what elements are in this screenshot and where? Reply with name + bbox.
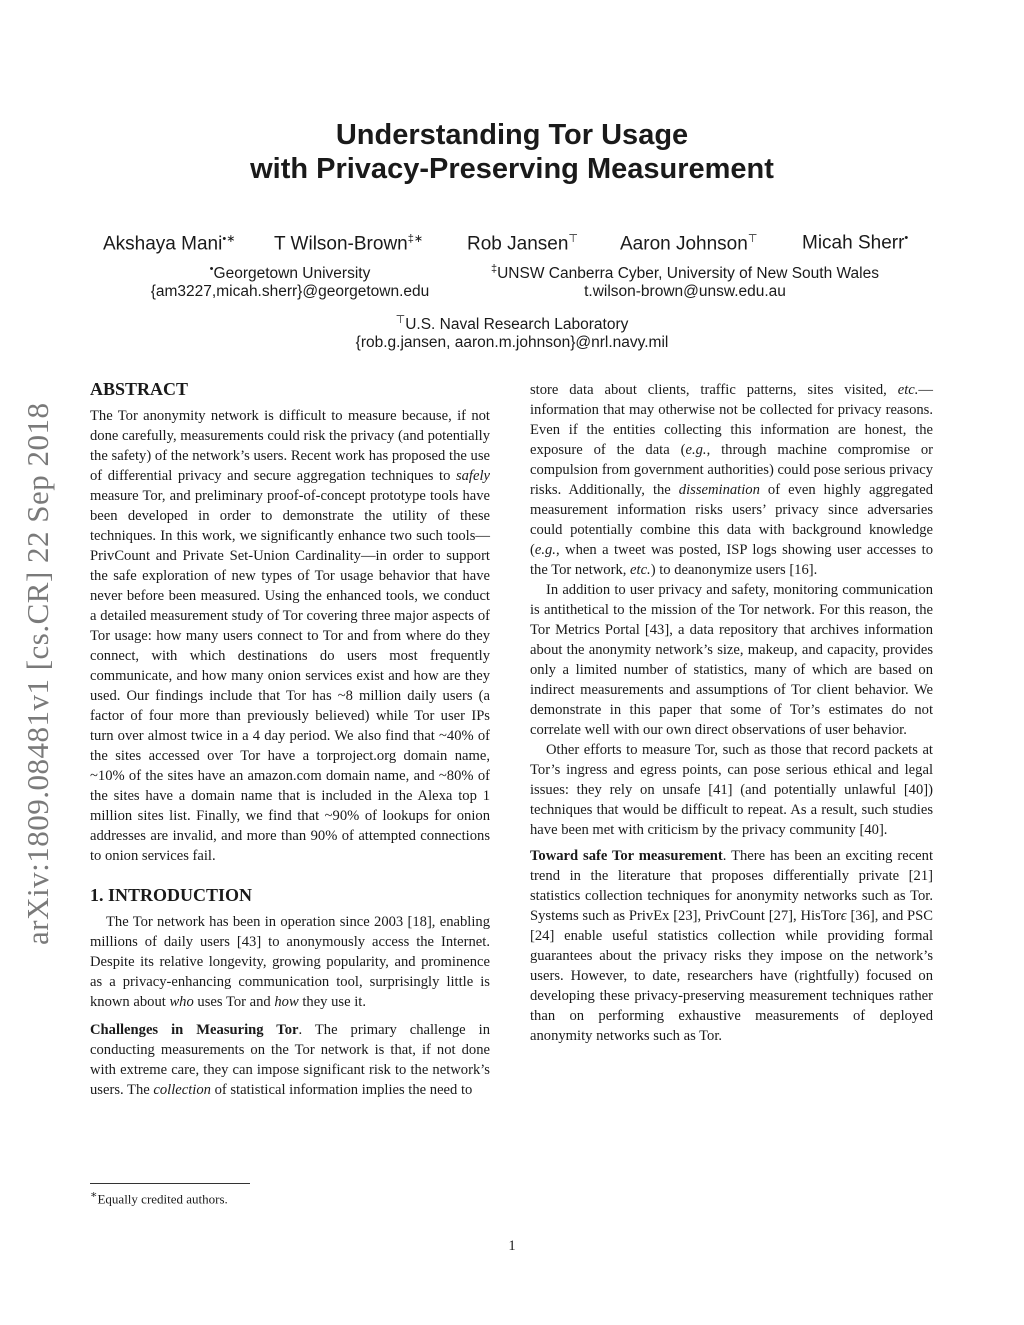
affiliation-georgetown: [110, 263, 470, 301]
right-paragraph-1: store data about clients, traffic patterns, sites visited, etc.—information that may otherwise not be collected for privacy reasons. Even if the entities collecting this information are honest, the exposure of the data (e.g., through machine compromise or compulsion from government authorities) could pose serious privacy risks. Additionally, the dissemination of even highly aggregated measurement information risks users’ privacy since adversaries could potentially combine this data with background knowledge (e.g., when a tweet was posted, ISP logs showing user accesses to the Tor network, etc.) to deanonymize users [16].: [530, 382, 933, 578]
author-marks: ‡∗: [407, 233, 424, 245]
intro-paragraph-2: Challenges in Measuring Tor. The primary challenge in conducting measurements on the Tor network is that, if not done with extreme care, they can impose significant risk to the network’s users. The collection of statistical information implies the need to: [90, 1022, 491, 1098]
footnote-rule: [90, 1183, 250, 1184]
author-name: T Wilson-Brown: [274, 233, 408, 255]
affiliation-name: UNSW Canberra Cyber, University of New South Wales: [497, 265, 879, 283]
author-name: Aaron Johnson: [620, 233, 748, 255]
affiliation-unsw: [460, 263, 910, 301]
affiliation-name: U.S. Naval Research Laboratory: [405, 316, 629, 334]
abstract-heading: ABSTRACT: [90, 379, 189, 399]
introduction-heading: 1. INTRODUCTION: [90, 885, 253, 905]
affiliation-email: {rob.g.jansen, aaron.m.johnson}@nrl.navy.mil: [355, 334, 669, 352]
paper-title: [0, 118, 1024, 186]
footnote-mark: ∗: [90, 1189, 98, 1201]
footnote: [90, 1188, 228, 1207]
affiliation-nrl: [312, 313, 712, 352]
author-name: Rob Jansen: [467, 233, 569, 255]
author-name: Micah Sherr: [802, 232, 905, 254]
abstract-text: The Tor anonymity network is difficult to measure because, if not done carefully, measurements could risk the privacy (and potentially the safety) of the network’s users. Recent work has proposed the use of differential privacy and secure aggregation techniques to safely measure Tor, and preliminary proof-of-concept prototype tools have been developed in order to demonstrate the utility of these techniques. In this work, we significantly enhance two such tools—PrivCount and Private Set-Union Cardinality—in order to support the safe exploration of new types of Tor usage behavior that have never before been measured. Using the enhanced tools, we conduct a detailed measurement study of Tor covering three major aspects of Tor usage: how many users connect to Tor and from where do they connect, with which destinations do users most frequently communicate, and how many onion services exist and how are they used. Our findings include that Tor has ~8 million daily users (a factor of four more than previously believed) while Tor user IPs turn over almost twice in a 4 day period. We also find that ~40% of the sites accessed over Tor have a torproject.org domain name, ~10% of the sites have an amazon.com domain name, and ~80% of the sites have a domain name that is included in the Alexa top 1 million sites list. Finally, we find that ~90% of lookups for onion addresses are invalid, and more than 90% of attempted connections to onion services fail.: [90, 408, 490, 864]
affiliation-mark: ⊤: [395, 314, 406, 326]
title-line-2: with Privacy-Preserving Measurement: [250, 153, 774, 185]
affiliation-mark: •: [209, 263, 214, 275]
author-wilson-brown: [274, 232, 423, 255]
author-jansen: [467, 232, 578, 255]
affiliation-email: t.wilson-brown@unsw.edu.au: [584, 283, 786, 301]
author-mani: [103, 232, 235, 255]
footnote-text: Equally credited authors.: [97, 1191, 228, 1207]
author-johnson: [620, 232, 757, 255]
right-paragraph-2: In addition to user privacy and safety, monitoring communication is antithetical to the mission of the Tor network. For this reason, the Tor Metrics Portal [43], a data repository that archives information about the anonymity network’s size, makeup, and capacity, provides only a limited number of statistics, many of which are based on indirect measurements and assumptions of Tor client behavior. We demonstrate in this paper that some of Tor’s estimates do not correlate well with our own direct observations of user behavior.: [530, 582, 933, 738]
affiliation-email: {am3227,micah.sherr}@georgetown.edu: [150, 283, 430, 301]
page-number: 1: [508, 1238, 516, 1254]
author-name: Akshaya Mani: [103, 233, 223, 255]
author-sherr: [802, 232, 908, 254]
intro-paragraph-1: The Tor network has been in operation since 2003 [18], enabling millions of daily users [43] to anonymously access the Internet. Despite its relative longevity, growing popularity, and prominence as a privacy-enhancing communication tool, surprisingly little is known about who uses Tor and how they use it.: [90, 914, 490, 1010]
title-line-1: Understanding Tor Usage: [335, 119, 689, 151]
affiliation-name: Georgetown University: [213, 265, 371, 283]
author-marks: ⊤: [747, 233, 758, 245]
author-marks: •∗: [222, 233, 236, 245]
affiliation-mark: ‡: [490, 263, 498, 275]
right-column: [530, 380, 933, 1046]
left-column: [90, 378, 490, 1100]
arxiv-stamp: arXiv:1809.08481v1 [cs.CR] 22 Sep 2018: [20, 402, 55, 945]
author-marks: ⊤: [568, 233, 578, 245]
right-paragraph-3: Other efforts to measure Tor, such as those that record packets at Tor’s ingress and egress points, can pose serious ethical and legal issues: they rely on unsafe [41] (and potentially unlawful [40]) techniques that would be difficult to repeat. As a result, such studies have been met with criticism by the privacy community [40].: [530, 742, 933, 838]
author-marks: •: [904, 232, 909, 244]
right-paragraph-4: Toward safe Tor measurement. There has been an exciting recent trend in the literature that proposes differentially private [21] statistics collection techniques for anonymity networks such as Tor. Systems such as PrivEx [23], PrivCount [27], HisTorϵ [36], and PSC [24] enable useful statistics collection while providing formal guarantees about the privacy risks they impose on the network’s users. However, to date, researchers have (rightfully) focused on developing these privacy-preserving measurement techniques rather than on performing exhaustive measurements of deployed anonymity networks such as Tor.: [530, 848, 933, 1044]
